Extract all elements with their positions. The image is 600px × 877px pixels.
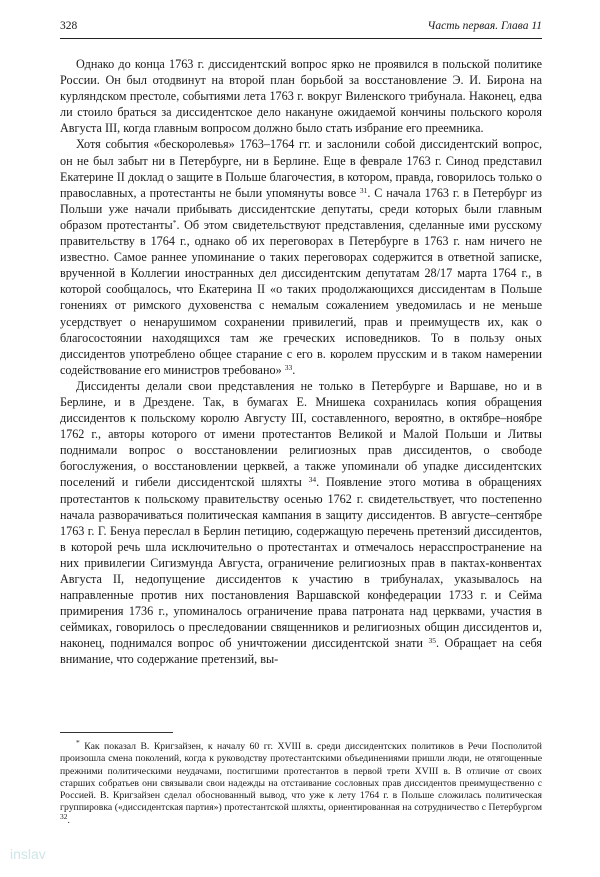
page-number: 328 [60, 20, 78, 32]
footnote-reference: 31 [359, 185, 368, 195]
footnote [60, 738, 542, 827]
paragraph [60, 378, 542, 668]
header-rule [60, 38, 542, 39]
footnote-reference: 35 [428, 636, 436, 646]
main-text [60, 56, 542, 668]
footnote-reference: * [76, 738, 80, 747]
footnote-reference: 32 [60, 811, 68, 821]
text-run: Однако до конца 1763 г. диссидентский вопрос ярко не проявился в польской политике России. Он был отодвинут на второй план борьбой за восстановление Э. И. Бирона на курляндском престоле, событиями лета 1763 г. вокруг Виленского трибунала. Наконец, едва ли стоило браться за диссидентское дело накануне ожидаемой кончины польского короля Августа III, когда главным вопросом должно было стать избрание его преемника. [60, 57, 542, 136]
paragraph [60, 136, 542, 377]
page-header [60, 20, 542, 36]
text-run: Диссиденты делали свои представления не только в Петербурге и Варшаве, но и в Берлине, и в Дрездене. Так, в бумагах Е. Мнишека сохранилась копия обращения диссидентов к польскому королю Августу III, составленного, вероятно, в октябре–ноябре 1762 г., авторы которого от имени протестантов Великой и Малой Польши и Литвы поднимали вопрос о восстановлении религиозных прав диссидентов, о свободе богослужения, о восстановлении церквей, а также упоминали об упадке диссидентских поселений и гибели диссидентской шляхты [60, 378, 542, 490]
text-run: . Обращает на себя внимание, что содержание претензий, вы- [60, 636, 542, 667]
footnote-reference: 33 [284, 362, 293, 372]
running-title: Часть первая. Глава 11 [427, 20, 542, 32]
footnote-reference: 34 [308, 475, 317, 485]
paragraph [60, 56, 542, 136]
text-run: . [292, 362, 296, 377]
text-run: . Появление этого мотива в обращениях протестантов к польскому правительству осенью 1762 г. свидетельствует, что постепенно начала разворачиваться политическая кампания в защиту диссидентов. В августе–сентябре 1763 г. Г. Бенуа переслал в Берлин петицию, содержащую перечень претензий диссидентов, в которой речь шла исключительно о протестантах и отмечалось нерасспространение на них привилегии Сигизмунда Августа, ограничение религиозных прав в пактах-конвентах Августа II, недопущение диссидентов к участию в трибуналах, указывалось на направленные против них постановления Варшавской конфедерации 1733 г. и Сейма примирения 1736 г., упоминалось ограничение права патроната над церквами, участия в сеймиках, говорилось о преследовании священников и религиозных общин диссидентов и, наконец, поднимался вопрос об уничтожении диссидентской знати [60, 475, 542, 651]
text-run: . Об этом свидетельствуют представления, сделанные ими русскому правительству в 1764 г., однако об их переговорах в Петербурге в 1763 г. нам ничего не известно. Самое раннее упоминание о таких переговорах содержится в ответной записке, врученной в Коллегии иностранных дел диссидентским депутатам 28/17 марта 1764 г., в которой сообщалось, что Екатерина II «о таких продолжающихся диссидентам в Польше гонениях от римского духовенства с немалым сожалением уведомилась и не меньше усердствует о ненарушимом сохранении привилегий, прав и преимуществ их, как о благосостоянии находящихся там же греческих исповедников. То в пользу оных диссидентов употреблено общее старание с его в. королем прусским и в таком намерении содействование его министров требовано» [60, 217, 542, 377]
watermark-text: inslav [10, 846, 46, 862]
text-run: . [67, 814, 70, 826]
footnote-rule [60, 732, 173, 733]
text-run: Как показал В. Кригзайзен, к началу 60 гг. XVIII в. среди диссидентских политиков в Речи Посполитой произошла смена поколений, когда к руководству протестантскими объединениями пришли люди, не отягощенные прежними политическими неудачами, постигшими протестантов в первой трети XVIII в. В отличие от своих старших собратьев они связывали свои надежды на отстаивание сословных прав диссидентов преимущественно с Россией. В. Кригзайзен сделал обоснованный вывод, что уже к лету 1764 г. в Польше сложилась политическая группировка («диссидентская партия») протестантской шляхты, ориентированная на сотрудничество с Петербургом [60, 741, 542, 814]
text-run: . С начала 1763 г. в Петербург из Польши уже начали прибывать диссидентские депутаты, среди которых были главным образом протестанты [60, 185, 542, 232]
text-run: Хотя события «бескоролевья» 1763–1764 гг. и заслонили собой диссидентский вопрос, он не был забыт ни в Петербурге, ни в Берлине. Еще в феврале 1763 г. Синод представил Екатерине II доклад о защите в Польше благочестия, в котором, правда, говорилось только о православных, а протестанты не были упомянуты вовсе [60, 137, 542, 200]
footnote-reference: * [172, 217, 177, 227]
